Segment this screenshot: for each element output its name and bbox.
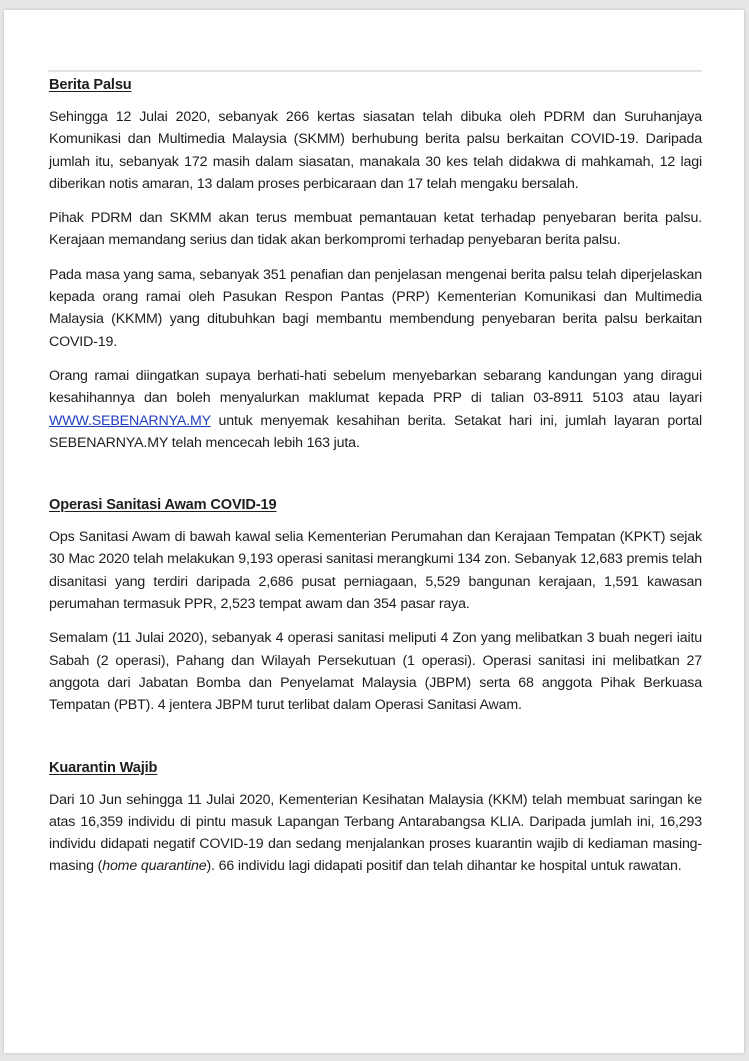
italic-term: home quarantine	[102, 858, 207, 875]
section-heading: Berita Palsu	[49, 77, 132, 93]
paragraph: Ops Sanitasi Awam di bawah kawal selia Kementerian Perumahan dan Kerajaan Tempatan (KPKT) sejak 30 Mac 2020 telah melakukan 9,193 operasi sanitasi merangkumi 134 zon. Sebanyak 12,683 premis telah disanitasi yang terdiri daripada 2,686 pusat perniagaan, 5,529 bangunan kerajaan, 1,591 kawasan perumahan termasuk PPR, 2,523 tempat awam dan 354 pasar raya.	[49, 529, 702, 613]
document-body	[49, 74, 702, 878]
sebenarnya-link[interactable]: WWW.SEBENARNYA.MY	[49, 412, 211, 429]
section-berita-palsu	[49, 74, 702, 454]
paragraph: Pada masa yang sama, sebanyak 351 penafian dan penjelasan mengenai berita palsu telah diperjelaskan kepada orang ramai oleh Pasukan Respon Pantas (PRP) Kementerian Komunikasi dan Multimedia Malaysia (KKMM) yang ditubuhkan bagi membantu membendung penyebaran berita palsu berkaitan COVID-19.	[49, 266, 702, 350]
paragraph: Pihak PDRM dan SKMM akan terus membuat pemantauan ketat terhadap penyebaran berita palsu. Kerajaan memandang serius dan tidak akan berkompromi terhadap penyebaran berita palsu.	[49, 210, 702, 249]
paragraph-with-link	[49, 365, 702, 454]
section-heading: Operasi Sanitasi Awam COVID-19	[49, 497, 277, 514]
paragraph-text: Dari 10 Jun sehingga 11 Julai 2020, Kementerian Kesihatan Malaysia (KKM) telah membuat saringan ke atas 16,359 individu di pintu masuk Lapangan Terbang Antarabangsa KLIA. Daripada jumlah ini, 16,293 individu didapati negatif COVID-19 dan sedang menjalankan proses kuarantin wajib di kediaman masing-masing (	[49, 791, 702, 875]
section-kuarantin-wajib	[49, 757, 702, 878]
paragraph-text: ). 66 individu lagi didapati positif dan telah dihantar ke hospital untuk rawatan.	[206, 858, 682, 875]
section-operasi-sanitasi	[49, 494, 702, 716]
paragraph	[49, 789, 702, 878]
paragraph: Semalam (11 Julai 2020), sebanyak 4 operasi sanitasi meliputi 4 Zon yang melibatkan 3 buah negeri iaitu Sabah (2 operasi), Pahang dan Wilayah Persekutuan (1 operasi). Operasi sanitasi ini melibatkan 27 anggota dari Jabatan Bomba dan Penyelamat Malaysia (JBPM) serta 68 anggota Pihak Berkuasa Tempatan (PBT). 4 jentera JBPM turut terlibat dalam Operasi Sanitasi Awam.	[49, 630, 702, 714]
section-heading: Kuarantin Wajib	[49, 759, 158, 776]
paragraph-text: Orang ramai diingatkan supaya berhati-hati sebelum menyebarkan sebarang kandungan yang diragui kesahihannya dan boleh menyalurkan maklumat kepada PRP di talian 03-8911 5103 atau layari	[49, 367, 702, 407]
paragraph: Sehingga 12 Julai 2020, sebanyak 266 kertas siasatan telah dibuka oleh PDRM dan Suruhanjaya Komunikasi dan Multimedia Malaysia (SKMM) berhubung berita palsu berkaitan COVID-19. Daripada jumlah itu, sebanyak 172 masih dalam siasatan, manakala 30 kes telah didakwa di mahkamah, 12 lagi diberikan notis amaran, 13 dalam proses perbicaraan dan 17 telah mengaku bersalah.	[49, 109, 702, 192]
paragraph-text: untuk menyemak kesahihan berita. Setakat hari ini, jumlah layaran portal SEBENARNYA.MY telah mencecah lebih 163 juta.	[49, 412, 702, 451]
header-divider	[48, 70, 702, 72]
document-page	[4, 10, 744, 1053]
